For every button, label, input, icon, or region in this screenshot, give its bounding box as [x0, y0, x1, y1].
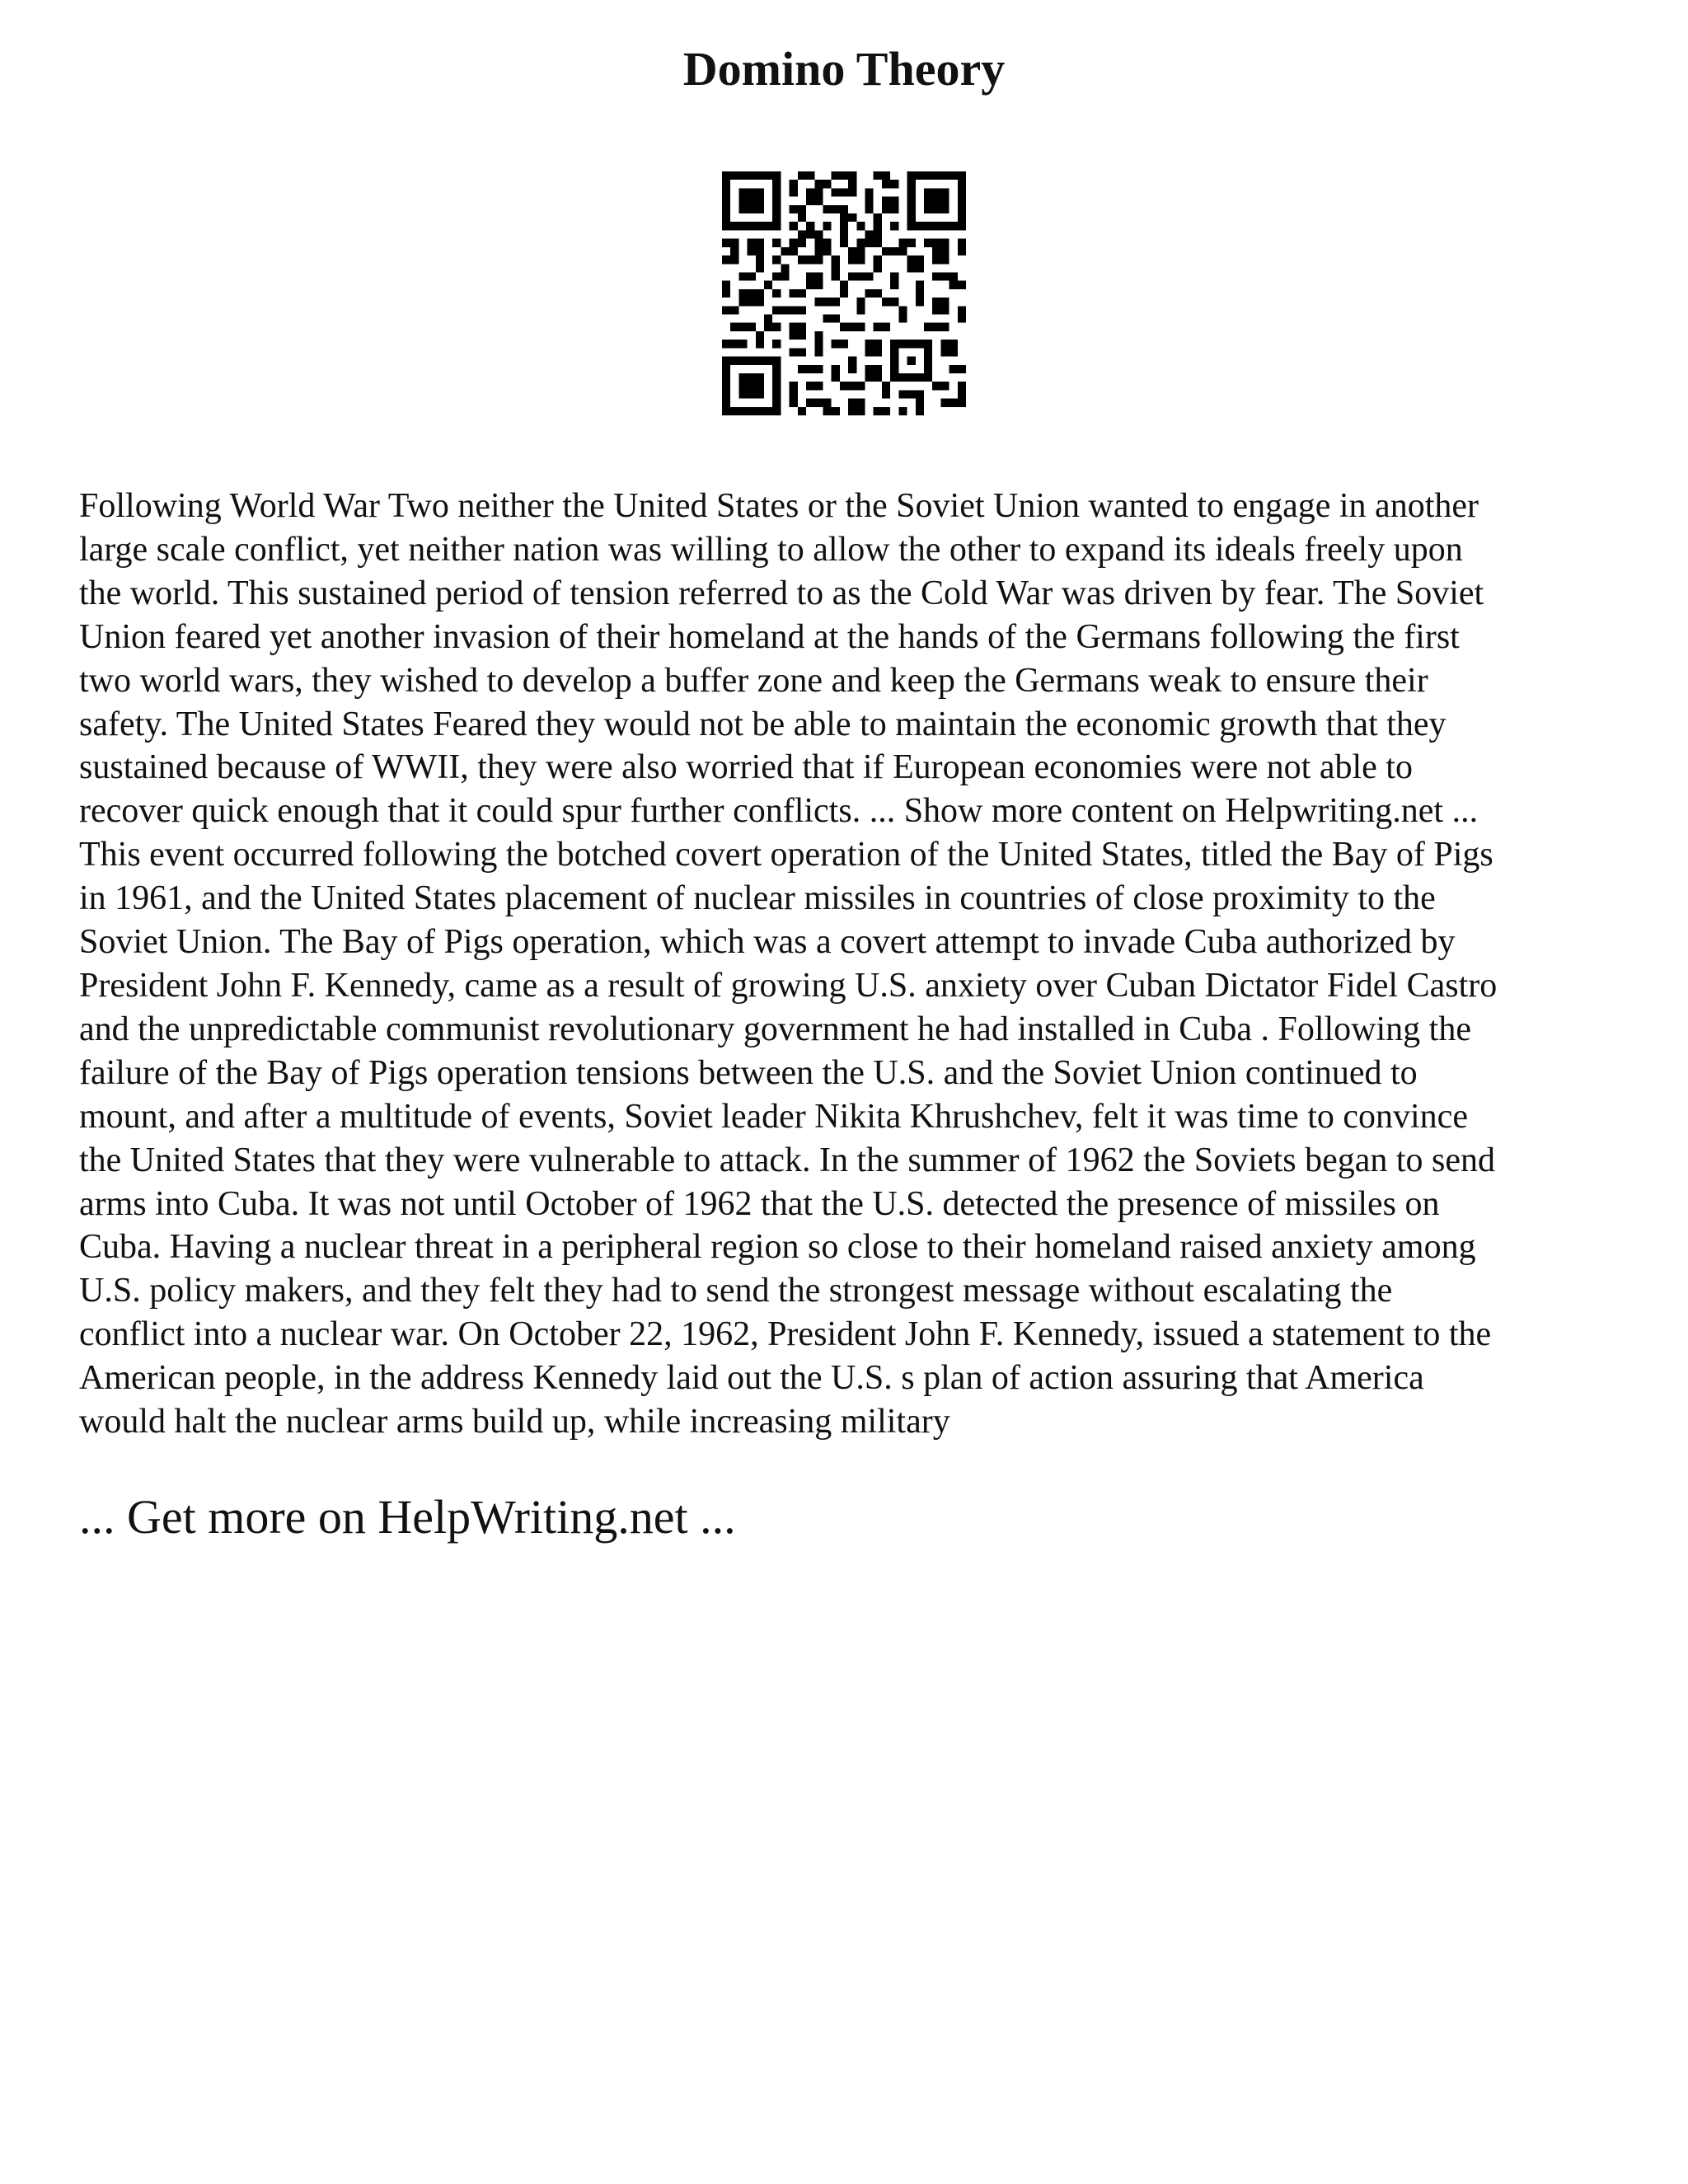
body-line: conflict into a nuclear war. On October 22, 1962, President John F. Kennedy, issued a statement to the: [79, 1315, 1492, 1354]
qr-code: [722, 171, 966, 415]
article-body: [79, 485, 1620, 1444]
body-line: the world. This sustained period of tension referred to as the Cold War was driven by fear. The Soviet: [79, 574, 1484, 612]
body-line: This event occurred following the botched covert operation of the United States, titled the Bay of Pigs: [79, 836, 1493, 874]
body-line: recover quick enough that it could spur further conflicts. ... Show more content on Helpwriting.net ...: [79, 792, 1479, 831]
page-title: Domino Theory: [682, 42, 1006, 96]
body-line: sustained because of WWII, they were also worried that if European economies were not able to: [79, 748, 1413, 787]
body-line: Soviet Union. The Bay of Pigs operation, which was a covert attempt to invade Cuba authorized by: [79, 923, 1456, 962]
body-line: American people, in the address Kennedy laid out the U.S. s plan of action assuring that America: [79, 1359, 1424, 1398]
body-line: Union feared yet another invasion of their homeland at the hands of the Germans following the first: [79, 617, 1460, 656]
body-line: failure of the Bay of Pigs operation tensions between the U.S. and the Soviet Union continued to: [79, 1053, 1418, 1092]
body-line: Cuba. Having a nuclear threat in a peripheral region so close to their homeland raised anxiety among: [79, 1228, 1476, 1267]
body-line: Following World War Two neither the United States or the Soviet Union wanted to engage in another: [79, 487, 1479, 525]
body-line: President John F. Kennedy, came as a result of growing U.S. anxiety over Cuban Dictator Fidel Castro: [79, 966, 1498, 1005]
body-line: safety. The United States Feared they would not be able to maintain the economic growth that they: [79, 705, 1447, 743]
body-line: in 1961, and the United States placement of nuclear missiles in countries of close proximity to the: [79, 879, 1436, 918]
body-line: two world wars, they wished to develop a buffer zone and keep the Germans weak to ensure their: [79, 661, 1428, 700]
body-line: U.S. policy makers, and they felt they had to send the strongest message without escalating the: [79, 1272, 1393, 1310]
body-line: would halt the nuclear arms build up, while increasing military: [79, 1403, 950, 1441]
body-line: the United States that they were vulnerable to attack. In the summer of 1962 the Soviets began to send: [79, 1141, 1496, 1179]
body-line: and the unpredictable communist revolutionary government he had installed in Cuba . Following the: [79, 1010, 1471, 1048]
get-more-link[interactable]: ... Get more on HelpWriting.net ...: [79, 1490, 736, 1544]
body-line: mount, and after a multitude of events, Soviet leader Nikita Khrushchev, felt it was time to convince: [79, 1097, 1468, 1136]
body-line: large scale conflict, yet neither nation was willing to allow the other to expand its ideals freely upon: [79, 530, 1463, 569]
body-line: arms into Cuba. It was not until October of 1962 that the U.S. detected the presence of missiles on: [79, 1184, 1440, 1223]
